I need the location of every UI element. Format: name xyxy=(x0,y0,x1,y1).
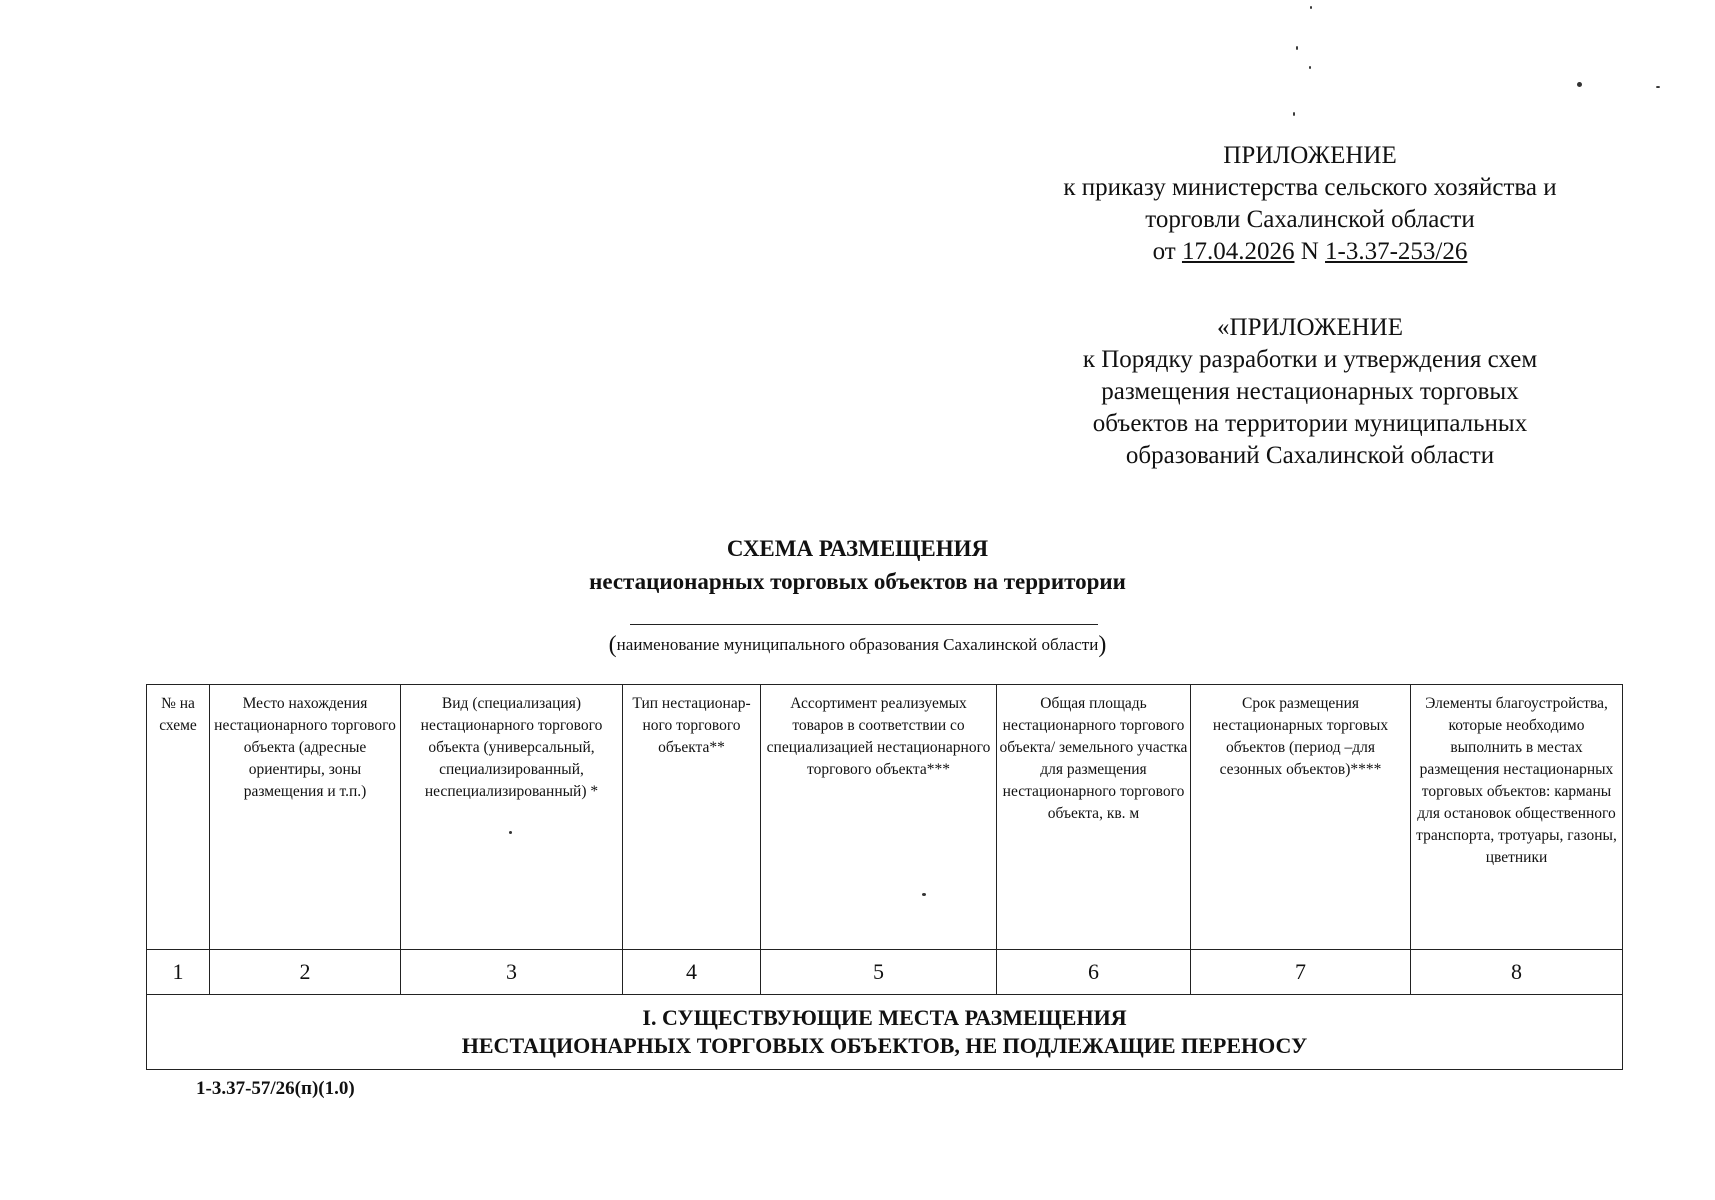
procedure-appendix-line-1: к Порядку разработки и утверждения схем xyxy=(1082,346,1538,373)
section-heading xyxy=(147,995,1623,1070)
order-appendix-date-line xyxy=(960,236,1660,268)
scan-speck xyxy=(1577,82,1582,87)
document-code: 1-3.37-57/26(п)(1.0) xyxy=(196,1078,355,1099)
section-heading-line-2: НЕСТАЦИОНАРНЫХ ТОРГОВЫХ ОБЪЕКТОВ, НЕ ПОДЛЕЖАЩИЕ ПЕРЕНОСУ xyxy=(461,1033,1308,1058)
order-appendix-line-2: торговли Сахалинской области xyxy=(1145,206,1475,233)
column-number: 5 xyxy=(761,950,997,995)
procedure-appendix-header xyxy=(960,312,1660,472)
column-header-period: Срок размещения нестационарных торговых объектов (период –для сезонных объектов)**** xyxy=(1191,685,1411,950)
column-number: 1 xyxy=(147,950,210,995)
order-appendix-title: ПРИЛОЖЕНИЕ xyxy=(1223,142,1397,169)
caption-open-paren: ( xyxy=(608,632,617,658)
column-number: 7 xyxy=(1191,950,1411,995)
column-header-specialization: Вид (специализация) нестационарного торгового объекта (универсальный, специализированный, неспециализированный) * xyxy=(401,685,623,950)
caption-close-paren: ) xyxy=(1098,632,1107,658)
procedure-appendix-line-4: образований Сахалинской области xyxy=(1125,442,1495,469)
date-prefix: от xyxy=(1152,238,1176,265)
column-number: 8 xyxy=(1411,950,1623,995)
number-prefix: N xyxy=(1300,238,1319,265)
column-number: 2 xyxy=(210,950,401,995)
column-header-number: № на схеме xyxy=(147,685,210,950)
table-header-row xyxy=(147,685,1623,950)
column-number-row xyxy=(147,950,1623,995)
scan-speck xyxy=(1310,6,1312,9)
scheme-title-line-1: СХЕМА РАЗМЕЩЕНИЯ xyxy=(726,536,989,561)
order-date: 17.04.2026 xyxy=(1181,238,1295,265)
column-header-location: Место нахождения нестационарного торгового объекта (адресные ориентиры, зоны размещения и т.п.) xyxy=(210,685,401,950)
column-header-area: Общая площадь нестационарного торгового объекта/ земельного участка для размещения нестационарного торгового объекта, кв. м xyxy=(997,685,1191,950)
section-heading-row xyxy=(147,995,1623,1070)
scheme-title-line-2: нестационарных торговых объектов на территории xyxy=(589,569,1126,594)
municipality-name-blank-line xyxy=(630,624,1098,625)
column-header-improvements: Элементы благоустройства, которые необходимо выполнить в местах размещения нестационарных торговых объектов: карманы для остановок общественного транспорта, тротуары, газоны, цветники xyxy=(1411,685,1623,950)
order-appendix-line-1: к приказу министерства сельского хозяйства и xyxy=(1063,174,1557,201)
scan-speck xyxy=(1296,46,1298,50)
scan-speck xyxy=(1309,66,1311,69)
scan-speck xyxy=(1293,112,1295,116)
column-number: 3 xyxy=(401,950,623,995)
scan-speck xyxy=(1656,86,1660,88)
section-heading-line-1: I. СУЩЕСТВУЮЩИЕ МЕСТА РАЗМЕЩЕНИЯ xyxy=(642,1005,1127,1030)
scan-speck xyxy=(509,831,512,834)
order-number: 1-3.37-253/26 xyxy=(1325,238,1468,265)
column-header-assortment: Ассортимент реализуемых товаров в соответствии со специализацией нестационарного торгового объекта*** xyxy=(761,685,997,950)
column-number: 6 xyxy=(997,950,1191,995)
municipality-name-caption xyxy=(0,630,1715,660)
procedure-appendix-line-2: размещения нестационарных торговых xyxy=(1101,378,1519,405)
scan-speck xyxy=(922,893,926,896)
procedure-appendix-title: «ПРИЛОЖЕНИЕ xyxy=(1217,314,1403,341)
caption-text: наименование муниципального образования Сахалинской области xyxy=(616,635,1099,654)
column-number: 4 xyxy=(623,950,761,995)
scheme-title xyxy=(0,532,1715,598)
placement-scheme-table xyxy=(146,684,1623,1070)
column-header-type: Тип нестационар-ного торгового объекта** xyxy=(623,685,761,950)
order-appendix-header xyxy=(960,140,1660,268)
procedure-appendix-line-3: объектов на территории муниципальных xyxy=(1092,410,1528,437)
